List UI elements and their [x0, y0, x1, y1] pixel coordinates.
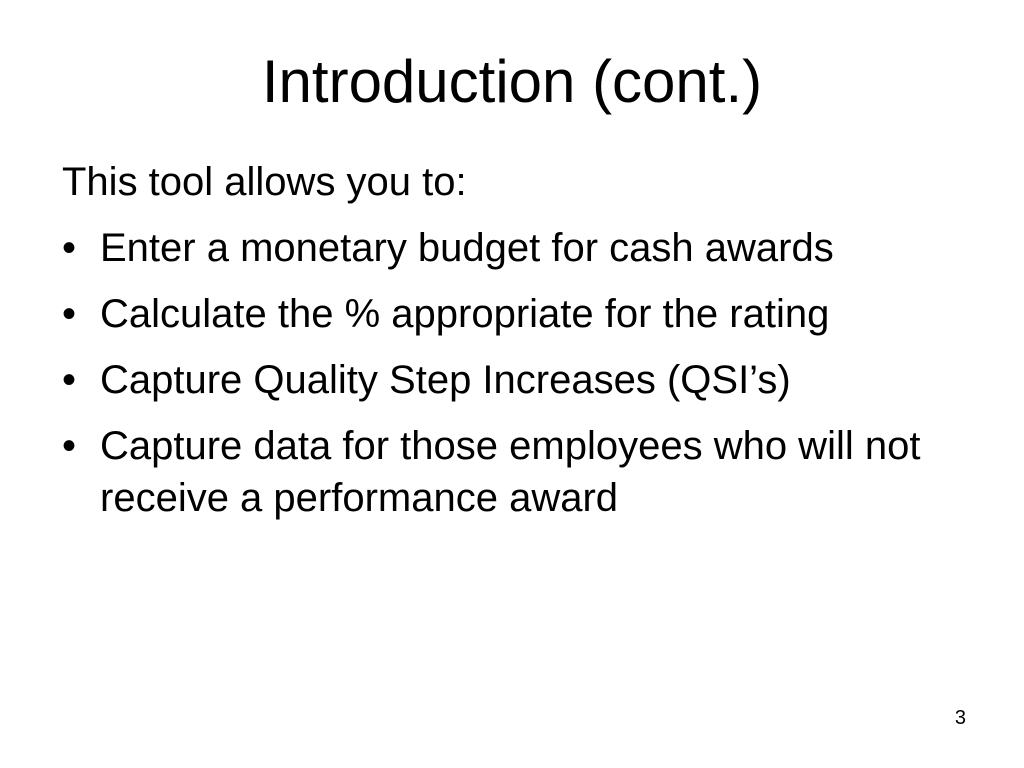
bullet-text: Enter a monetary budget for cash awards	[100, 226, 834, 270]
bullet-item	[62, 222, 982, 274]
bullet-item	[62, 354, 982, 406]
bullet-icon: •	[62, 292, 77, 336]
bullet-item	[62, 420, 982, 524]
bullet-text: Capture data for those employees who will not receive a performance award	[100, 424, 921, 520]
bullet-icon: •	[62, 358, 77, 402]
slide-title: Introduction (cont.)	[261, 48, 763, 115]
slide-content	[62, 156, 982, 538]
bullet-icon: •	[62, 226, 77, 270]
bullet-text: Calculate the % appropriate for the rating	[100, 292, 830, 336]
bullet-icon: •	[62, 424, 77, 468]
bullet-text: Capture Quality Step Increases (QSI’s)	[100, 358, 791, 402]
intro-text: This tool allows you to:	[62, 160, 467, 204]
bullet-item	[62, 288, 982, 340]
bullet-list	[62, 222, 982, 524]
page-number: 3	[954, 707, 966, 729]
